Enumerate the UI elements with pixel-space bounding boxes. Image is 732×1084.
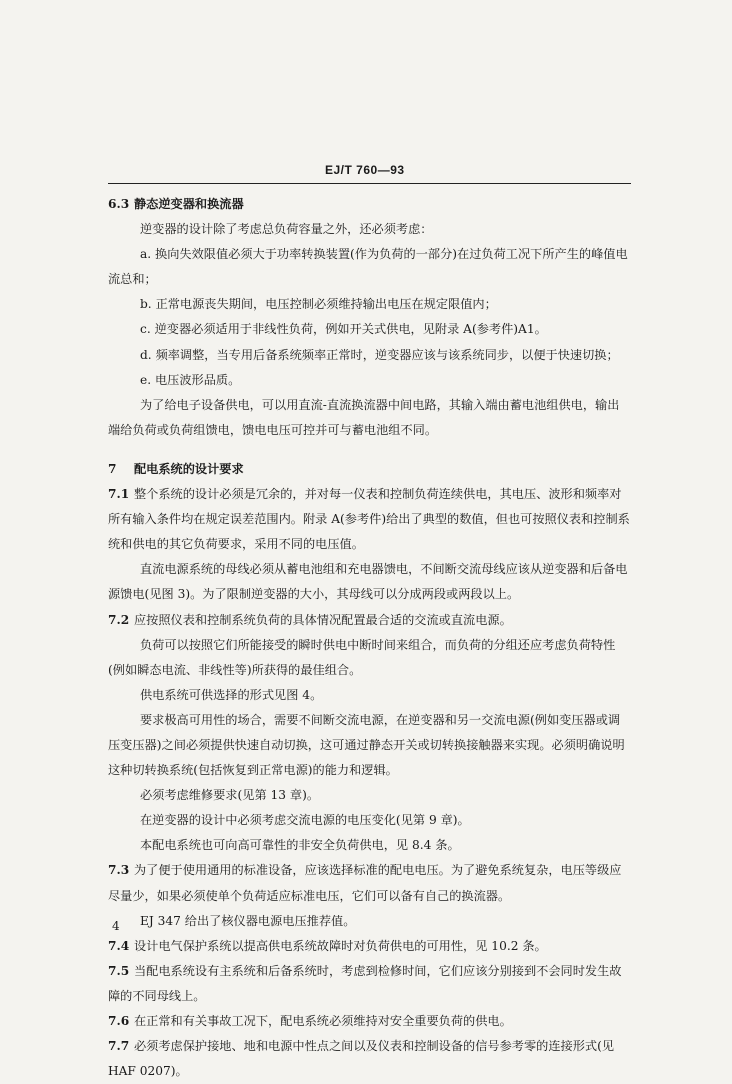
list-item-text: 电压波形品质。	[154, 372, 241, 387]
clause-text: 当配电系统设有主系统和后备系统时，考虑到检修时间，它们应该分别接到不会同时发生故障的不同母线上。	[108, 963, 622, 1003]
clause-paragraph: 要求极高可用性的场合，需要不间断交流电源，在逆变器和另一交流电源(例如变压器或调压变压器)之间必须提供快速自动切换，这可通过静态开关或切转换接触器来实现。必须明确说明这种切转换系统(包括恢复到正常电源)的能力和逻辑。	[108, 712, 625, 778]
clause-paragraph: 在逆变器的设计中必须考虑交流电源的电压变化(见第 9 章)。	[140, 813, 470, 828]
clause-7-7	[108, 1034, 630, 1084]
clause-paragraph: 直流电源系统的母线必须从蓄电池组和充电器馈电，不间断交流母线应该从逆变器和后备电源馈电(见图 3)。为了限制逆变器的大小，其母线可以分成两段或两段以上。	[108, 562, 628, 602]
list-item-label: e.	[140, 372, 152, 387]
clause-number: 7.3	[108, 863, 130, 878]
section-title: 配电系统的设计要求	[134, 461, 244, 476]
clause-paragraph: EJ 347 给出了核仪器电源电压推荐值。	[140, 913, 356, 928]
clause-number: 7.7	[108, 1039, 130, 1054]
list-item-label: d.	[140, 347, 152, 362]
clause-7-3	[108, 858, 630, 908]
clause-number: 7.2	[108, 612, 130, 627]
clause-number: 7.6	[108, 1014, 130, 1028]
clause-paragraph: 必须考虑维修要求(见第 13 章)。	[140, 788, 320, 803]
clause-text: 为了便于使用通用的标准设备，应该选择标准的配电电压。为了避免系统复杂，电压等级应尽量少，如果必须使单个负荷适应标准电压，它们可以备有自己的换流器。	[108, 863, 622, 903]
clause-number: 7.1	[108, 487, 130, 502]
section-title: 静态逆变器和换流器	[134, 197, 244, 211]
list-item-label: a.	[140, 247, 152, 262]
list-item-text: 换向失效限值必须大于功率转换装置(作为负荷的一部分)在过负荷工况下所产生的峰值电流总和；	[108, 247, 628, 287]
clause-text: 在正常和有关事故工况下，配电系统必须维持对安全重要负荷的供电。	[134, 1014, 512, 1028]
document-code-header: EJ/T 760—93	[325, 163, 405, 177]
clause-number: 7.5	[108, 963, 130, 978]
list-item	[108, 292, 630, 317]
list-item-label: c.	[140, 322, 151, 337]
list-item-label: b.	[140, 297, 152, 312]
clause-paragraph: 本配电系统也可向高可靠性的非安全负荷供电，见 8.4 条。	[140, 838, 460, 853]
section-number: 7	[108, 461, 117, 476]
clause-text: 必须考虑保护接地、地和电源中性点之间以及仪表和控制设备的信号参考零的连接形式(见 HAF 0207)。	[108, 1039, 615, 1079]
clause-7-4	[108, 934, 630, 959]
section-number: 6.3	[108, 197, 130, 211]
clause-text: 整个系统的设计必须是冗余的，并对每一仪表和控制负荷连续供电，其电压、波形和频率对所有输入条件均在规定误差范围内。附录 A(参考件)给出了典型的数值，但也可按照仪表和控制系统和供电的其它负荷要求，采用不同的电压值。	[108, 487, 630, 552]
clause-7-1	[108, 482, 630, 557]
list-item	[108, 317, 630, 342]
section-6-3-intro: 逆变器的设计除了考虑总负荷容量之外，还必须考虑：	[140, 222, 433, 237]
section-6-3-closing: 为了给电子设备供电，可以用直流-直流换流器中间电路，其输入端由蓄电池组供电，输出端给负荷或负荷组馈电，馈电电压可控并可与蓄电池组不同。	[108, 397, 620, 437]
clause-paragraph: 供电系统可供选择的形式见图 4。	[140, 687, 323, 702]
clause-7-2	[108, 608, 630, 633]
list-item-text: 逆变器必须适用于非线性负荷，例如开关式供电，见附录 A(参考件)A1。	[154, 322, 547, 337]
clause-7-5	[108, 959, 630, 1009]
section-6-3-heading	[108, 192, 630, 217]
list-item	[108, 242, 630, 292]
spacer	[108, 443, 630, 457]
body-text	[108, 192, 630, 1084]
clause-text: 应按照仪表和控制系统负荷的具体情况配置最合适的交流或直流电源。	[134, 612, 512, 627]
list-item-text: 正常电源丧失期间，电压控制必须维持输出电压在规定限值内；	[155, 297, 497, 312]
clause-text: 设计电气保护系统以提高供电系统故障时对负荷供电的可用性，见 10.2 条。	[134, 938, 547, 953]
header-rule	[108, 183, 631, 184]
list-item	[108, 343, 630, 368]
section-7-heading	[108, 457, 630, 482]
list-item	[108, 368, 630, 393]
clause-paragraph: 负荷可以按照它们所能接受的瞬时供电中断时间来组合，而负荷的分组还应考虑负荷特性(例如瞬态电流、非线性等)所获得的最佳组合。	[108, 637, 616, 677]
clause-7-6	[108, 1009, 630, 1034]
page-number: 4	[112, 919, 120, 933]
clause-number: 7.4	[108, 938, 130, 953]
list-item-text: 频率调整，当专用后备系统频率正常时，逆变器应该与该系统同步，以便于快速切换；	[155, 347, 619, 362]
